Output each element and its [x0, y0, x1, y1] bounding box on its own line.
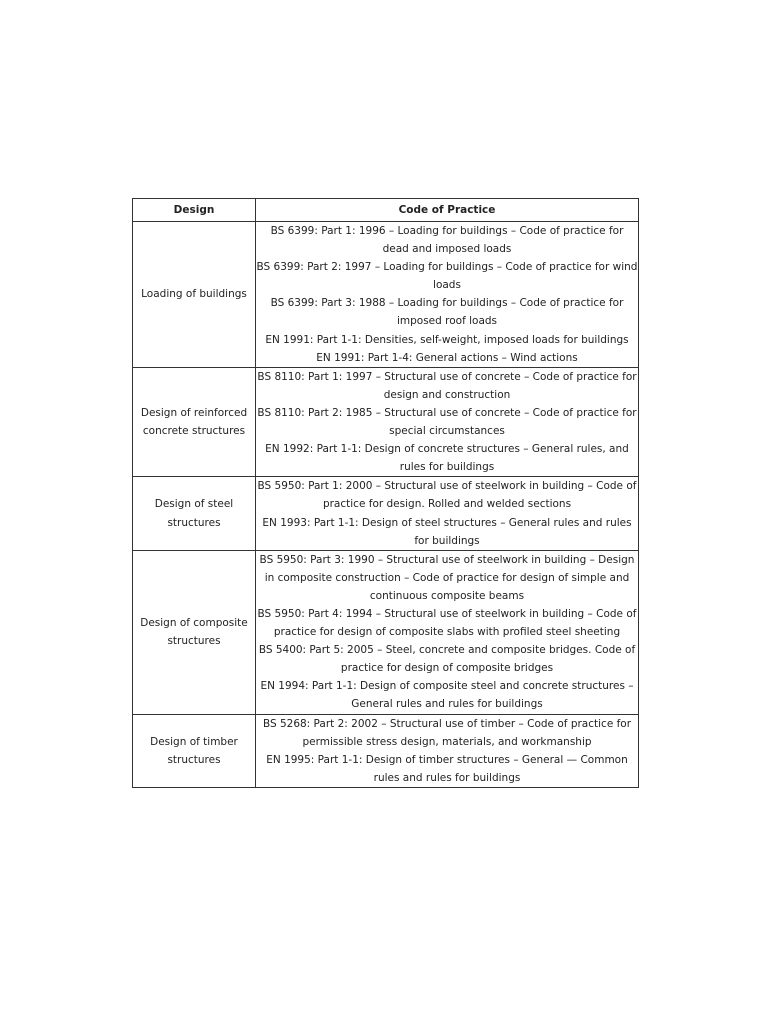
code-cell — [256, 477, 639, 550]
code-entry: EN 1992: Part 1-1: Design of concrete structures – General rules, and rules for buildings — [265, 443, 629, 474]
design-cell: Design of reinforced concrete structures — [133, 367, 256, 477]
table-row — [133, 222, 639, 368]
design-cell: Design of timber structures — [133, 714, 256, 787]
code-entry: BS 6399: Part 2: 1997 – Loading for buildings – Code of practice for wind loads — [256, 261, 638, 292]
table-body — [133, 222, 639, 788]
design-column-header: Design — [133, 199, 256, 222]
design-codes-table — [132, 198, 639, 788]
code-entry: EN 1995: Part 1-1: Design of timber structures – General — Common rules and rules for buildings — [266, 753, 628, 784]
code-entry: BS 5950: Part 1: 2000 – Structural use of steelwork in building – Code of practice for design. Rolled and welded sections — [257, 480, 637, 511]
table-row — [133, 367, 639, 477]
code-of-practice-column-header: Code of Practice — [256, 199, 639, 222]
code-entry: EN 1994: Part 1-1: Design of composite steel and concrete structures – General rules and rules for buildings — [260, 680, 634, 711]
code-entry: BS 5268: Part 2: 2002 – Structural use of timber – Code of practice for permissible stress design, materials, and workmanship — [262, 717, 632, 748]
code-entry: BS 5950: Part 4: 1994 – Structural use of steelwork in building – Code of practice for design of composite slabs with profiled steel sheeting — [257, 607, 637, 639]
code-entry: EN 1993: Part 1-1: Design of steel structures – General rules and rules for buildings — [262, 516, 632, 547]
table-row — [133, 714, 639, 787]
table-row — [133, 477, 639, 550]
code-entry: BS 5400: Part 5: 2005 – Steel, concrete and composite bridges. Code of practice for design of composite bridges — [258, 644, 636, 675]
code-cell — [256, 367, 639, 477]
design-cell: Design of composite structures — [133, 550, 256, 714]
code-cell — [256, 222, 639, 368]
table-header — [133, 199, 639, 222]
code-cell — [256, 714, 639, 787]
code-entry: BS 8110: Part 1: 1997 – Structural use of concrete – Code of practice for design and construction — [257, 370, 637, 401]
code-cell — [256, 550, 639, 714]
design-cell: Loading of buildings — [133, 222, 256, 368]
code-entry: BS 6399: Part 1: 1996 – Loading for buildings – Code of practice for dead and imposed loads — [270, 225, 624, 256]
code-entry: BS 8110: Part 2: 1985 – Structural use of concrete – Code of practice for special circumstances — [257, 406, 637, 438]
code-entry: BS 6399: Part 3: 1988 – Loading for buildings – Code of practice for imposed roof loads — [270, 297, 624, 328]
table-row — [133, 550, 639, 714]
code-entry: BS 5950: Part 3: 1990 – Structural use of steelwork in building – Design in composite construction – Code of practice for design of simple and continuous composite beams — [259, 553, 635, 602]
design-cell: Design of steel structures — [133, 477, 256, 550]
code-entry: EN 1991: Part 1-4: General actions – Wind actions — [316, 351, 578, 364]
code-entry: EN 1991: Part 1-1: Densities, self-weight, imposed loads for buildings — [265, 333, 629, 346]
header-row — [133, 199, 639, 222]
